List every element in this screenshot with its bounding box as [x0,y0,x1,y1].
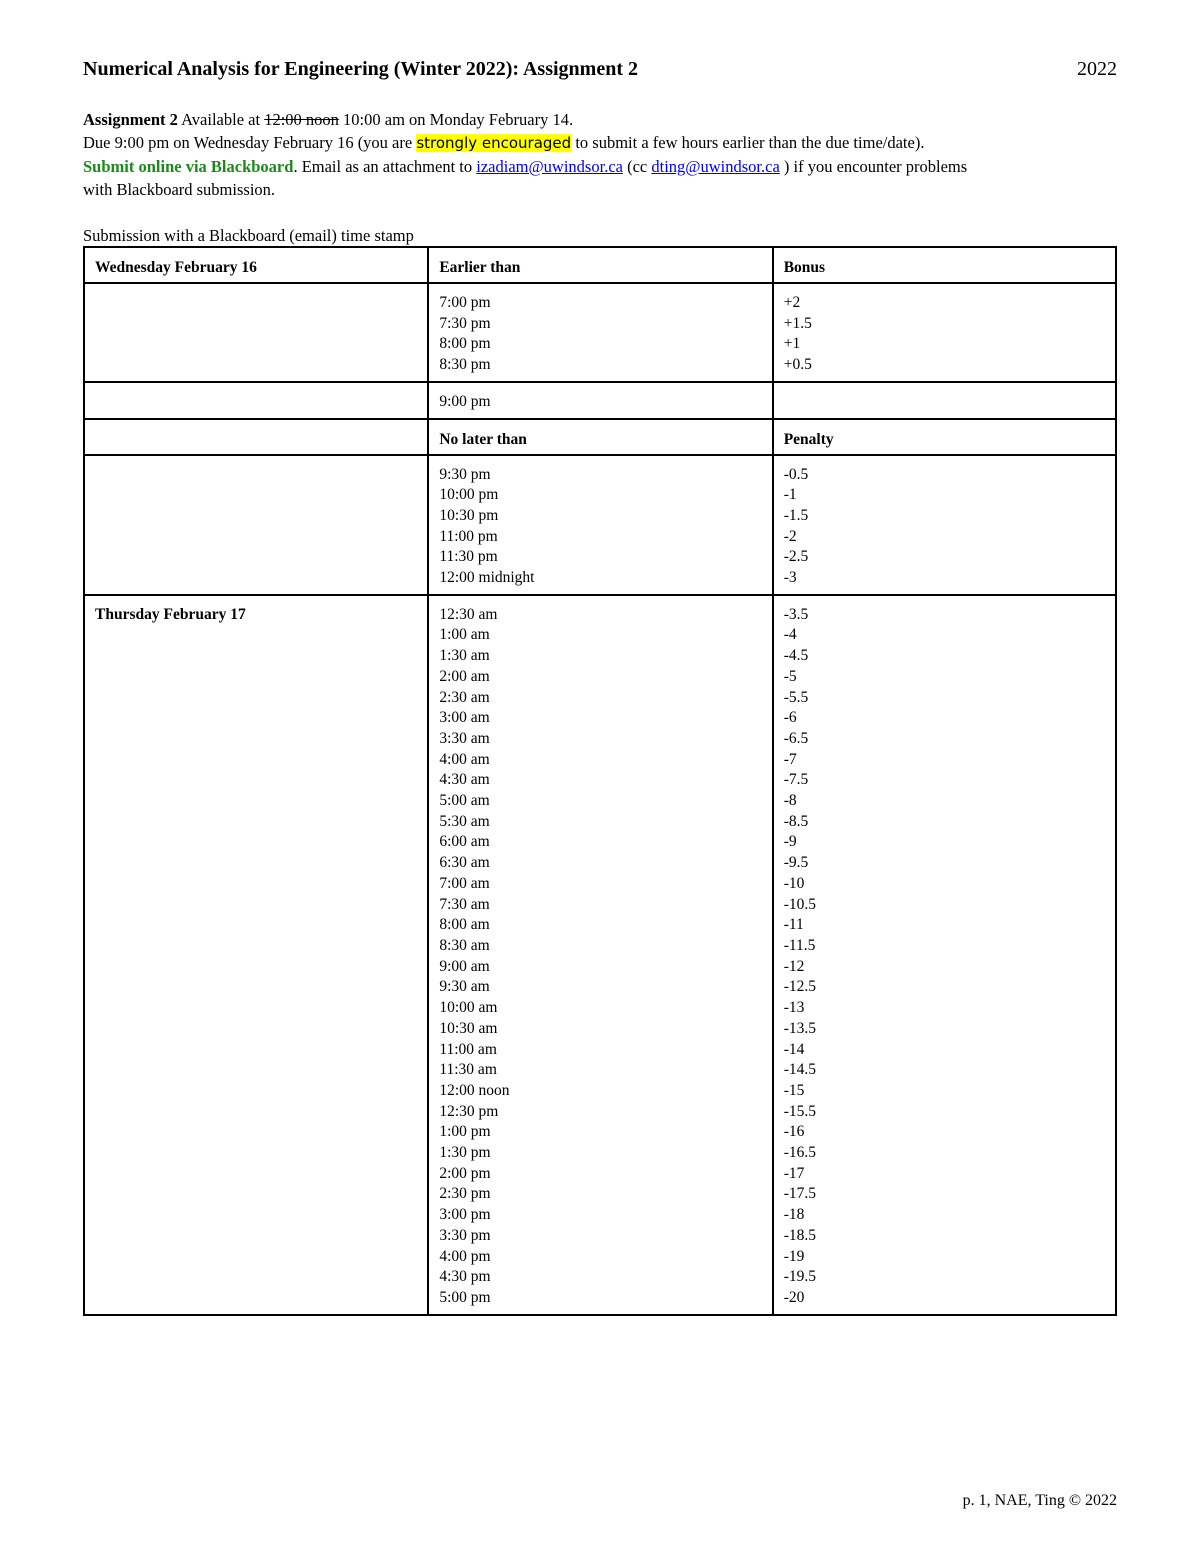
list-item: -15 [783,1081,805,1099]
list-item: +0.5 [783,356,812,374]
wednesday-times-cell [428,455,772,595]
due-line [83,131,1123,155]
list-item: -7 [783,750,797,768]
list-item: +1.5 [783,314,812,332]
list-item: +1 [783,335,801,353]
list-item: 10:30 am [439,1019,498,1037]
email-instruction: . Email as an attachment to [293,157,477,176]
list-item: 7:30 pm [439,314,491,332]
list-item: 6:30 am [439,854,490,872]
empty-cell [84,382,428,419]
list-item: -11.5 [783,936,816,954]
list-item: 11:00 pm [439,527,498,545]
list-item: -13 [783,999,805,1017]
list-item: -4 [783,626,797,644]
list-item: -12.5 [783,978,816,996]
list-item: -7.5 [783,771,809,789]
list-item: 3:30 pm [439,1226,491,1244]
list-item: -17 [783,1164,805,1182]
list-item: -5 [783,667,797,685]
list-item: -3.5 [783,605,809,623]
list-item: 12:00 noon [439,1081,510,1099]
list-item: 5:00 pm [439,1288,491,1306]
empty-cell [773,382,1116,419]
list-item: -19.5 [783,1268,816,1286]
penalty-schedule-table [83,246,1117,1316]
list-item: 3:00 pm [439,1206,491,1224]
wednesday-penalties-cell [773,455,1116,595]
list-item: -16 [783,1123,805,1141]
bonus-times-cell [428,283,772,382]
list-item: -11 [783,916,804,934]
list-item: 1:30 pm [439,1144,491,1162]
table-caption: Submission with a Blackboard (email) time stamp [83,226,414,245]
table-header-row [84,247,1116,283]
email-link-dting[interactable]: dting@uwindsor.ca [651,157,780,176]
list-item: -10.5 [783,895,816,913]
list-item: -17.5 [783,1185,816,1203]
list-item: 8:30 pm [439,356,491,374]
header-earlier-cell: Earlier than [428,247,772,283]
list-item: 11:30 pm [439,548,498,566]
list-item: -12 [783,957,805,975]
thursday-penalty-row [84,595,1116,1315]
submission-line [83,155,1123,178]
empty-cell [84,419,428,455]
struck-time: 12:00 noon [264,110,339,129]
list-item: 1:00 pm [439,1123,491,1141]
due-time-cell: 9:00 pm [428,382,772,419]
assignment-intro [83,108,1123,201]
list-item: -18 [783,1206,805,1224]
list-item: 8:00 am [439,916,490,934]
list-item: -4.5 [783,647,809,665]
list-item: 2:30 am [439,688,490,706]
list-item: 7:00 am [439,874,490,892]
list-item: 12:30 pm [439,1102,499,1120]
list-item: -13.5 [783,1019,816,1037]
list-item: -0.5 [783,465,809,483]
page-footer: p. 1, NAE, Ting © 2022 [962,1492,1117,1509]
list-item: 4:30 am [439,771,490,789]
list-item: -1 [783,486,797,504]
problems-text: ) if you encounter problems [779,157,968,176]
list-item: 9:00 am [439,957,490,975]
due-text-end: to submit a few hours earlier than the due time/date). [571,133,925,152]
list-item: 1:30 am [439,647,490,665]
document-title: Numerical Analysis for Engineering (Winter 2022): Assignment 2 [83,58,638,80]
list-item: 4:00 pm [439,1247,491,1265]
due-text: Due 9:00 pm on Wednesday February 16 (you are [83,133,417,152]
thursday-day-cell: Thursday February 17 [84,595,428,1315]
list-item: -5.5 [783,688,809,706]
document-year: 2022 [1077,58,1117,80]
list-item: -16.5 [783,1144,816,1162]
list-item: 2:00 am [439,667,490,685]
list-item: -9.5 [783,854,809,872]
list-item: -1.5 [783,506,809,524]
list-item: 3:00 am [439,709,490,727]
list-item: -18.5 [783,1226,816,1244]
empty-cell [84,455,428,595]
list-item: -6.5 [783,729,809,747]
list-item: 5:00 am [439,792,490,810]
header-penalty-cell: Penalty [773,419,1116,455]
list-item: 8:00 pm [439,335,491,353]
wednesday-penalty-row [84,455,1116,595]
cc-text: (cc [622,157,652,176]
list-item: 2:00 pm [439,1164,491,1182]
list-item: 8:30 am [439,936,490,954]
list-item: 10:00 pm [439,486,499,504]
bonus-values-cell [773,283,1116,382]
email-link-izadiam[interactable]: izadiam@uwindsor.ca [476,157,623,176]
penalty-header-row [84,419,1116,455]
thursday-penalties-cell [773,595,1116,1315]
document-header [83,58,1117,86]
list-item: 11:00 am [439,1040,497,1058]
list-item: 9:30 pm [439,465,491,483]
list-item: -19 [783,1247,805,1265]
list-item: 5:30 am [439,812,490,830]
availability-text: Available at [177,110,265,129]
header-no-later-cell: No later than [428,419,772,455]
list-item: -6 [783,709,797,727]
list-item: 4:30 pm [439,1268,491,1286]
list-item: -20 [783,1288,805,1306]
highlighted-text: strongly encouraged [416,134,572,152]
list-item: 6:00 am [439,833,490,851]
due-row [84,382,1116,419]
list-item: 11:30 am [439,1061,497,1079]
list-item: 12:30 am [439,605,498,623]
list-item: -10 [783,874,805,892]
assignment-label: Assignment 2 [83,110,178,129]
list-item: 12:00 midnight [439,569,535,587]
thursday-times-cell [428,595,772,1315]
list-item: 7:00 pm [439,294,491,311]
list-item: 1:00 am [439,626,490,644]
availability-line [83,108,1123,131]
submit-online-text: Submit online via Blackboard [83,157,294,176]
list-item: -8 [783,792,797,810]
list-item: -14.5 [783,1061,816,1079]
list-item: -14 [783,1040,805,1058]
list-item: 3:30 am [439,729,490,747]
header-bonus-cell: Bonus [773,247,1116,283]
list-item: -8.5 [783,812,809,830]
list-item: 10:30 pm [439,506,499,524]
list-item: -2.5 [783,548,809,566]
list-item: -3 [783,569,797,587]
bonus-row [84,283,1116,382]
submission-line-end: with Blackboard submission. [83,180,276,199]
list-item: 2:30 pm [439,1185,491,1203]
list-item: 10:00 am [439,999,498,1017]
list-item: -15.5 [783,1102,816,1120]
header-day-cell: Wednesday February 16 [84,247,428,283]
list-item: +2 [783,294,801,311]
list-item: 7:30 am [439,895,490,913]
availability-time: 10:00 am on Monday February 14. [338,110,574,129]
list-item: -2 [783,527,797,545]
list-item: 4:00 am [439,750,490,768]
list-item: -9 [783,833,797,851]
list-item: 9:30 am [439,978,490,996]
empty-cell [84,283,428,382]
